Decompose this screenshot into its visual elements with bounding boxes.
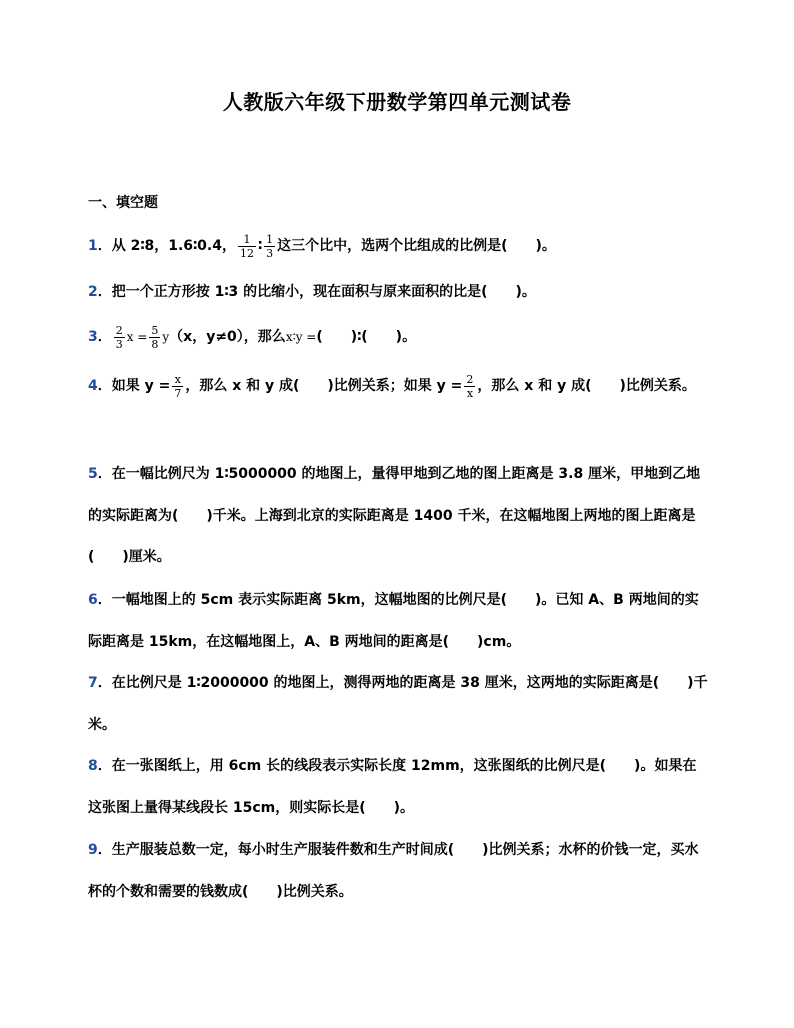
question-8: 8．在一张图纸上，用 6cm 长的线段表示实际长度 12mm，这张图纸的比例尺是( )。如果在这张图上量得某线段长 15cm，则实际长是( )。 xyxy=(88,758,697,816)
question-6: 6．一幅地图上的 5cm 表示实际距离 5km，这幅地图的比例尺是( )。已知 A、B 两地间的实际距离是 15km，在这幅地图上，A、B 两地间的距离是( )cm。 xyxy=(88,592,699,650)
question-1: 1．从 2∶8，1.6∶0.4， $\frac{1}{12}$ ∶ $\frac{1}{3}$ 这三个比中，选两个比组成的比例是( )。 xyxy=(88,232,556,260)
page-title: 人教版六年级下册数学第四单元测试卷 xyxy=(222,90,572,114)
question-7: 7．在比例尺是 1∶2000000 的地图上，测得两地的距离是 38 厘米，这两地的实际距离是( )千米。 xyxy=(88,675,708,733)
section-heading: 一、填空题 xyxy=(88,195,158,211)
question-number: 4 xyxy=(88,378,98,394)
fraction: $\frac{1}{12}$ xyxy=(239,232,254,260)
question-4: 4．如果 y = $\frac{x}{7}$ ，那么 x 和 y 成( )比例关系；如果 y = $\frac{2}{x}$ ，那么 x 和 y 成( )比例关系。 xyxy=(88,372,696,400)
question-number: 2 xyxy=(88,284,98,300)
question-2: 2．把一个正方形按 1∶3 的比缩小，现在面积与原来面积的比是( )。 xyxy=(88,284,536,300)
fraction: $\frac{2}{x}$ xyxy=(466,372,474,400)
fraction: $\frac{2}{3}$ xyxy=(115,323,123,351)
question-9: 9．生产服装总数一定，每小时生产服装件数和生产时间成( )比例关系；水杯的价钱一定，买水杯的个数和需要的钱数成( )比例关系。 xyxy=(88,842,699,900)
question-number: 7 xyxy=(88,675,98,691)
fraction: $\frac{5}{8}$ xyxy=(151,323,159,351)
question-number: 1 xyxy=(88,238,98,254)
question-number: 6 xyxy=(88,592,98,608)
question-number: 3 xyxy=(88,329,98,345)
fraction: $\frac{x}{7}$ xyxy=(174,372,182,400)
question-number: 9 xyxy=(88,842,98,858)
fraction: $\frac{1}{3}$ xyxy=(266,232,274,260)
question-number: 8 xyxy=(88,758,98,774)
question-5: 5．在一幅比例尺为 1∶5000000 的地图上，量得甲地到乙地的图上距离是 3.8 厘米，甲地到乙地的实际距离为( )千米。上海到北京的实际距离是 1400 千米，在这幅地图上两地的图上距离是( )厘米。 xyxy=(88,466,701,565)
question-3: 3． $\frac{2}{3}$ x = $\frac{5}{8}$ y（x，y≠0），那么x∶y =( )∶( )。 xyxy=(88,323,417,351)
question-number: 5 xyxy=(88,466,98,482)
